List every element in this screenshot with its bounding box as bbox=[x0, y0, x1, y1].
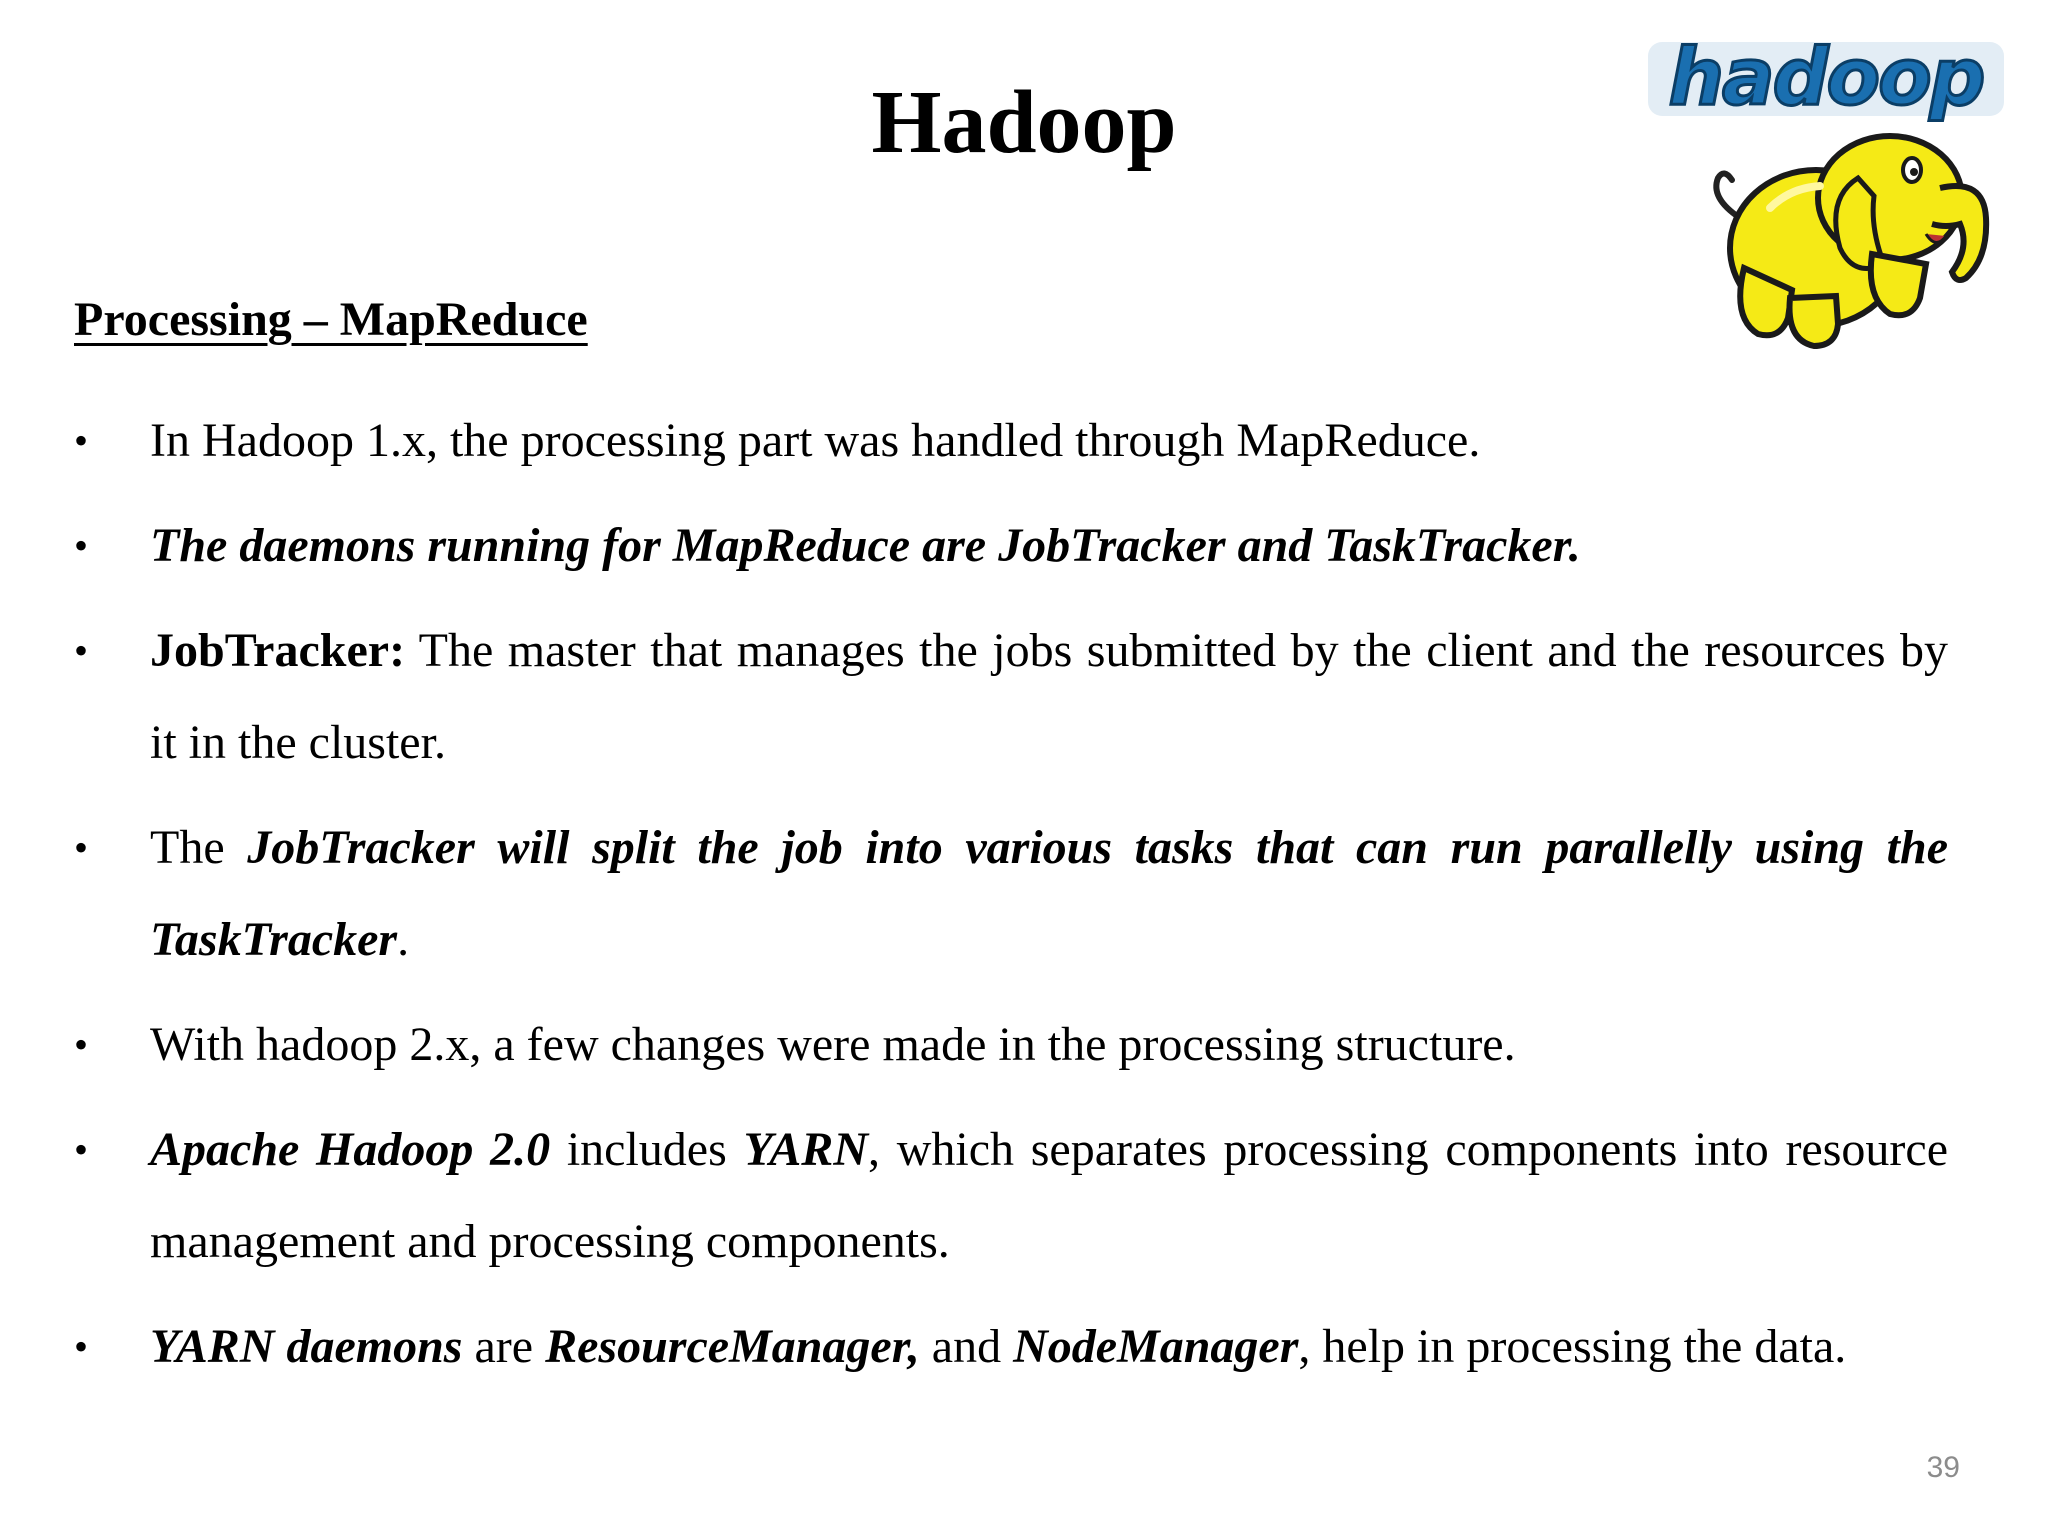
term-nodemanager: NodeManager bbox=[1013, 1320, 1299, 1373]
bullet-text: are bbox=[462, 1320, 546, 1373]
hadoop-logo bbox=[1640, 28, 2012, 358]
bullet-item bbox=[74, 999, 1948, 1091]
term-resourcemanager: ResourceManager, bbox=[545, 1320, 920, 1373]
bullet-glyph: • bbox=[74, 1127, 89, 1172]
term-apache-hadoop: Apache Hadoop 2.0 bbox=[150, 1123, 551, 1176]
bullet-glyph: • bbox=[74, 628, 89, 673]
bullet-text: . bbox=[397, 913, 410, 966]
bullet-item bbox=[74, 605, 1948, 789]
bullet-item bbox=[74, 1301, 1948, 1393]
bullet-glyph: • bbox=[74, 825, 89, 870]
bullet-text: In Hadoop 1.x, the processing part was handled through MapReduce. bbox=[150, 414, 1481, 467]
elephant-icon bbox=[1716, 136, 1986, 346]
bullet-item bbox=[74, 1104, 1948, 1288]
hadoop-elephant-icon bbox=[1640, 28, 2012, 358]
bullet-list bbox=[74, 395, 1948, 1406]
bullet-text: , which separates processing components into resource management and processing components. bbox=[150, 1123, 1949, 1268]
bullet-text: The master that manages the jobs submitted by the client and the resources by it in the cluster. bbox=[150, 624, 1948, 769]
bullet-text: includes bbox=[550, 1123, 744, 1176]
bullet-text: The daemons running for MapReduce are JobTracker and TaskTracker. bbox=[150, 519, 1581, 572]
bullet-glyph: • bbox=[74, 1022, 89, 1067]
bullet-glyph: • bbox=[74, 418, 89, 463]
term-yarn: YARN bbox=[743, 1123, 868, 1176]
bullet-text: and bbox=[919, 1320, 1014, 1373]
bullet-item bbox=[74, 500, 1948, 592]
slide-title: Hadoop bbox=[871, 73, 1177, 172]
bullet-glyph: • bbox=[74, 1324, 89, 1369]
term-yarn-daemons: YARN daemons bbox=[150, 1320, 463, 1373]
page-number: 39 bbox=[1926, 1451, 1960, 1484]
bullet-text: The bbox=[150, 821, 248, 874]
bullet-glyph: • bbox=[74, 523, 89, 568]
bullet-text: , help in processing the data. bbox=[1298, 1320, 1847, 1373]
emphasis-text: JobTracker will split the job into various tasks that can run parallelly using the TaskTracker bbox=[150, 821, 1948, 966]
term-jobtracker: JobTracker: bbox=[150, 624, 406, 677]
section-heading: Processing – MapReduce bbox=[74, 293, 588, 346]
bullet-item bbox=[74, 802, 1948, 986]
bullet-text: With hadoop 2.x, a few changes were made in the processing structure. bbox=[150, 1018, 1516, 1071]
bullet-item bbox=[74, 395, 1948, 487]
hadoop-wordmark: hadoop bbox=[1668, 33, 1984, 123]
